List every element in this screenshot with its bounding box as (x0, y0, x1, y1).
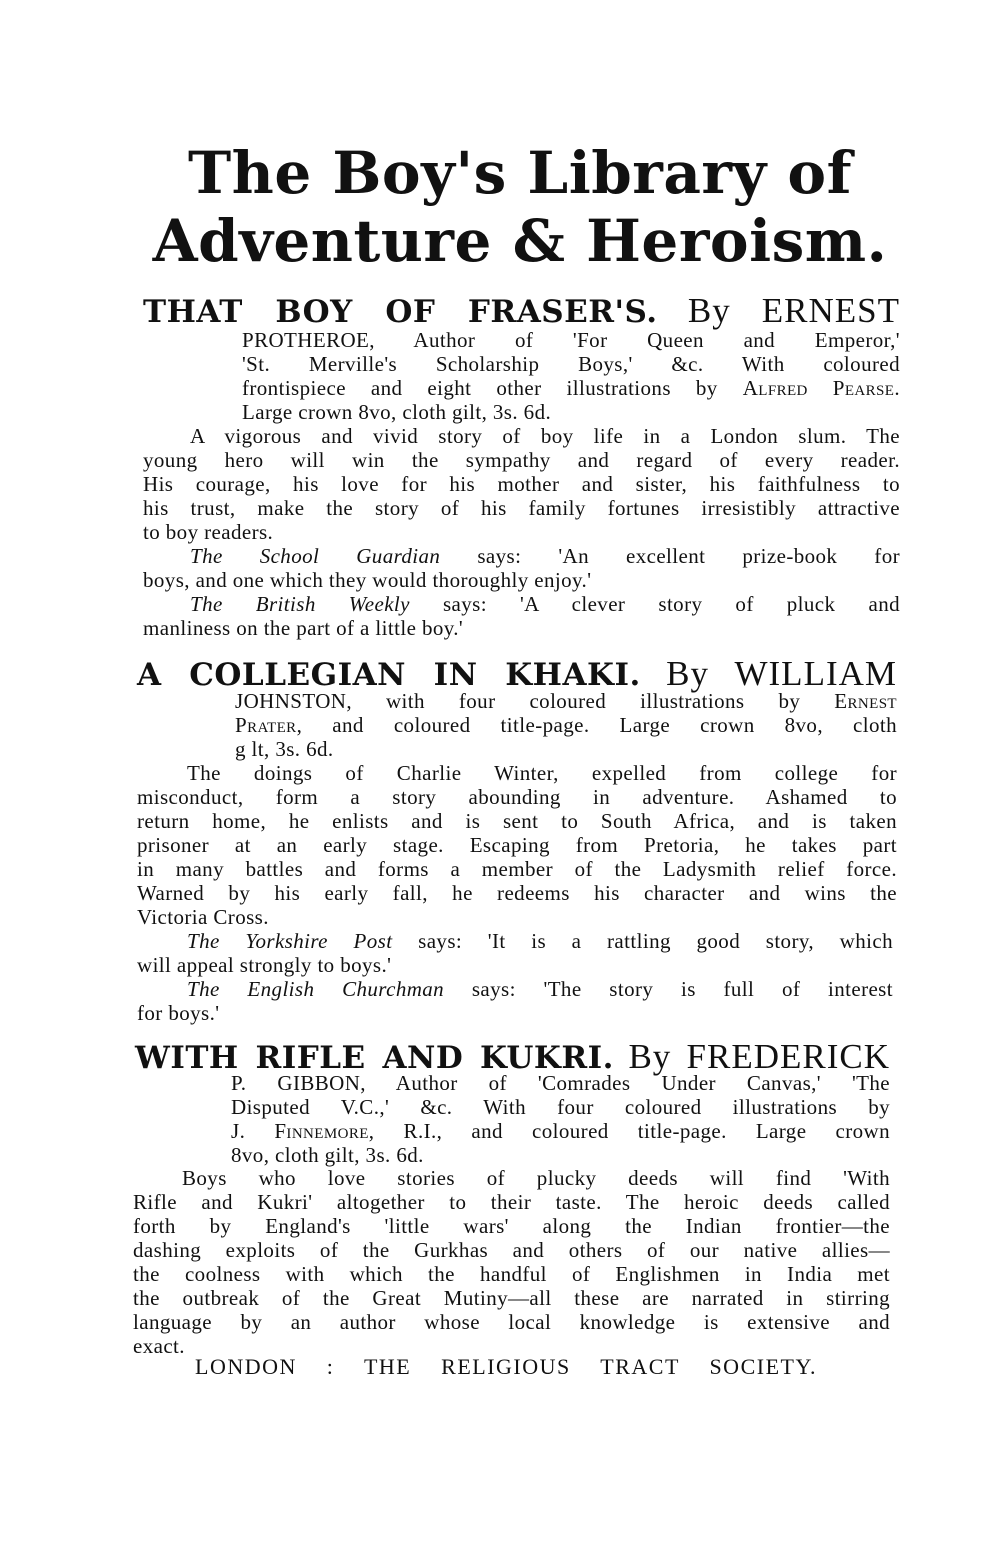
book-details-line: 'St. Merville's Scholarship Boys,' &c. With coloured (242, 352, 900, 376)
review-quote-line: The British Weekly says: 'A clever story of pluck and (190, 592, 901, 616)
book-description-line: the outbreak of the Great Mutiny—all these are narrated in stirring (133, 1286, 890, 1310)
book-description-line: exact. (133, 1334, 185, 1358)
review-quote-line: The English Churchman says: 'The story is full of interest (187, 977, 893, 1001)
book-description-line: Warned by his early fall, he redeems his character and wins the (137, 881, 897, 905)
book-details-line: Prater, and coloured title-page. Large crown 8vo, cloth (235, 713, 898, 737)
book-description-line: his trust, make the story of his family fortunes irresistibly attractive (143, 496, 900, 520)
book-title: THAT BOY OF FRASER'S. (143, 294, 658, 330)
review-quote-line: for boys.' (137, 1001, 220, 1025)
book-details-line: Large crown 8vo, cloth gilt, 3s. 6d. (242, 400, 552, 424)
book-author-byline: By ERNEST (687, 291, 900, 330)
illustrator-name: Finnemore, (274, 1119, 375, 1143)
book-description-line: to boy readers. (143, 520, 274, 544)
publisher-imprint: LONDON : THE RELIGIOUS TRACT SOCIETY. (195, 1354, 817, 1379)
illustrator-name: Ernest (834, 689, 897, 713)
review-quote-line: will appeal strongly to boys.' (137, 953, 392, 977)
illustrator-name: Alfred Pearse. (742, 376, 900, 400)
book-description-line: the coolness with which the handful of Englishmen in India met (133, 1262, 890, 1286)
book-description-line: A vigorous and vivid story of boy life in a London slum. The (190, 424, 900, 448)
page-title-line-2: Adventure & Heroism. (152, 207, 888, 275)
book-author-byline: By WILLIAM (666, 654, 897, 693)
book-description-line: dashing exploits of the Gurkhas and others of our native allies— (133, 1238, 890, 1262)
entry-heading (143, 292, 900, 328)
review-source: The Yorkshire Post (187, 929, 393, 953)
page-title-line-1: The Boy's Library of (187, 139, 853, 207)
book-description-line: in many battles and forms a member of the Ladysmith relief force. (137, 857, 897, 881)
book-description-line: young hero will win the sympathy and regard of every reader. (143, 448, 900, 472)
book-description-line: forth by England's 'little wars' along the Indian frontier—the (133, 1214, 890, 1238)
review-source: The School Guardian (190, 544, 441, 568)
book-description-line: language by an author whose local knowledge is extensive and (133, 1310, 890, 1334)
review-source: The English Churchman (187, 977, 445, 1001)
illustrator-name: Prater, (235, 713, 303, 737)
book-details-line: PROTHEROE, Author of 'For Queen and Emperor,' (242, 328, 900, 352)
book-details-line: frontispiece and eight other illustrations by Alfred Pearse. (242, 376, 900, 400)
book-details-line: JOHNSTON, with four coloured illustrations by Ernest (235, 689, 897, 713)
book-details-line: g lt, 3s. 6d. (235, 737, 334, 761)
review-quote-line: The School Guardian says: 'An excellent prize-book for (190, 544, 900, 568)
book-details-line: Disputed V.C.,' &c. With four coloured illustrations by (231, 1095, 890, 1119)
book-details-line: 8vo, cloth gilt, 3s. 6d. (231, 1143, 424, 1167)
entry-heading (135, 1038, 890, 1074)
book-author-byline: By FREDERICK (628, 1037, 891, 1076)
book-description-line: Victoria Cross. (137, 905, 269, 929)
book-description-line: return home, he enlists and is sent to South Africa, and is taken (137, 809, 897, 833)
book-description-line: misconduct, form a story abounding in adventure. Ashamed to (137, 785, 897, 809)
book-details-line: J. Finnemore, R.I., and coloured title-page. Large crown (231, 1119, 890, 1143)
book-details-line: P. GIBBON, Author of 'Comrades Under Canvas,' 'The (231, 1071, 890, 1095)
entry-heading (137, 655, 897, 691)
book-description-line: Rifle and Kukri' altogether to their taste. The heroic deeds called (133, 1190, 890, 1214)
book-title: A COLLEGIAN IN KHAKI. (137, 657, 641, 693)
book-description-line: prisoner at an early stage. Escaping from Pretoria, he takes part (137, 833, 897, 857)
review-source: The British Weekly (190, 592, 410, 616)
book-description-line: The doings of Charlie Winter, expelled from college for (187, 761, 897, 785)
book-description-line: Boys who love stories of plucky deeds will find 'With (182, 1166, 890, 1190)
book-description-line: His courage, his love for his mother and sister, his faithfulness to (143, 472, 900, 496)
review-quote-line: manliness on the part of a little boy.' (143, 616, 464, 640)
book-title: WITH RIFLE AND KUKRI. (135, 1040, 614, 1076)
review-quote-line: The Yorkshire Post says: 'It is a rattling good story, which (187, 929, 893, 953)
review-quote-line: boys, and one which they would thoroughly enjoy.' (143, 568, 592, 592)
